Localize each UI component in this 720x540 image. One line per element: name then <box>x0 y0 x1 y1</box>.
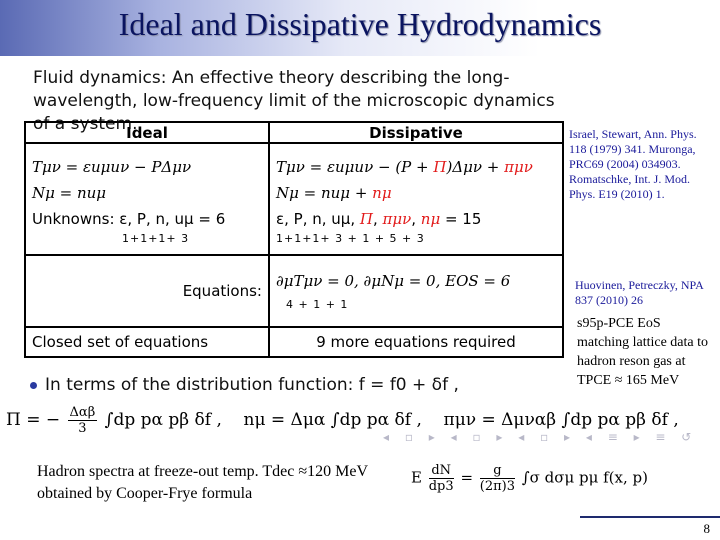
header-dissipative: Dissipative <box>269 122 563 143</box>
more-equations-cell: 9 more equations required <box>269 327 563 357</box>
dissipative-cell <box>269 143 563 255</box>
dissipative-stress-tensor <box>276 154 556 180</box>
bullet-text: In terms of the distribution function: f = f0 + δf , <box>45 375 459 395</box>
bulk-formula-lhs: Π = − <box>6 410 61 430</box>
bullet-dot-icon <box>30 382 37 389</box>
ideal-unknowns-count: 1+1+1+ 3 <box>122 231 190 245</box>
bulk-pressure-term: Π <box>433 157 447 176</box>
closed-set-cell: Closed set of equations <box>25 327 269 357</box>
comparison-table <box>24 121 564 358</box>
cf-coef-numerator: g <box>480 463 515 479</box>
bulk-fraction-denominator: 3 <box>78 421 87 436</box>
bulk-fraction <box>68 405 98 436</box>
cf-rhs: ∫σ dσμ pμ f(x, p) <box>521 468 648 487</box>
equations-cell <box>269 255 563 327</box>
unknown-bulk: Π <box>359 209 373 228</box>
dissipative-unknowns <box>276 206 556 232</box>
cf-coef-denominator: (2π)3 <box>479 479 516 494</box>
cf-lhs-numerator: dN <box>429 463 454 479</box>
dissipative-N-prefix: Nμ = nuμ + <box>276 183 373 202</box>
diffusion-formula: nμ = Δμα ∫dp pα δf , <box>243 410 422 430</box>
slide-nav-icons[interactable]: ◂ ▫ ▸ ◂ ▫ ▸ ◂ ▫ ▸ ◂ ≡ ▸ ≡ ↺ <box>383 430 698 444</box>
intro-text: Fluid dynamics: An effective theory describing the long-wavelength, low-frequency limit of the microscopic dynamics of a system. <box>33 68 555 134</box>
equations-count: 4 + 1 + 1 <box>286 297 349 311</box>
shear-formula: πμν = Δμναβ ∫dp pα pβ δf , <box>443 410 679 430</box>
ideal-cell <box>25 143 269 255</box>
dissipative-current <box>276 180 556 206</box>
dissipative-T-mid: )Δμν + <box>446 157 505 176</box>
dissipative-unknowns-count: 1+1+1+ 3 + 1 + 5 + 3 <box>276 231 425 245</box>
cf-lhs-fraction <box>429 463 454 494</box>
cf-coef-fraction <box>480 463 515 494</box>
page-number: 8 <box>703 521 710 536</box>
reference-huovinen: Huovinen, Petreczky, NPA 837 (2010) 26 <box>575 278 704 307</box>
unknown-suffix: = 15 <box>440 209 482 228</box>
diffusion-term: nμ <box>372 183 392 202</box>
cf-lhs-denominator: dp3 <box>428 479 454 494</box>
unknown-diffusion: nμ <box>420 209 441 228</box>
unknown-sep: , <box>372 209 383 228</box>
header-ideal: Ideal <box>25 122 269 143</box>
hadron-spectra-text <box>37 461 368 505</box>
bulk-fraction-numerator: Δαβ <box>69 405 96 420</box>
equations-label-cell <box>25 255 269 327</box>
ideal-stress-tensor: Tμν = εuμuν − PΔμν <box>32 157 192 176</box>
hadron-line-2: obtained by Cooper-Frye formula <box>37 485 253 502</box>
equations-label: Equations: <box>182 282 262 300</box>
ideal-current: Nμ = nuμ <box>32 183 107 202</box>
cooper-frye-formula <box>411 463 648 494</box>
cf-equals: = <box>460 468 474 487</box>
dissipative-T-prefix: Tμν = εuμuν − (P + <box>276 157 434 176</box>
dissipative-unknowns-prefix: ε, P, n, uμ, <box>276 209 360 228</box>
ideal-unknowns: Unknowns: ε, P, n, uμ = 6 <box>32 209 226 228</box>
unknown-sep2: , <box>411 209 421 228</box>
cf-prefix: E <box>411 468 422 487</box>
distribution-bullet <box>30 375 459 395</box>
conservation-equations: ∂μTμν = 0, ∂μNμ = 0, EOS = 6 <box>276 271 511 290</box>
unknown-shear: πμν <box>382 209 412 228</box>
hadron-line-1: Hadron spectra at freeze-out temp. Tdec ≈120 MeV <box>37 463 369 480</box>
reference-israel-stewart: Israel, Stewart, Ann. Phys. 118 (1979) 341. Muronga, PRC69 (2004) 034903. Romatschke, Int. J. Mod. Phys. E19 (2010) 1. <box>569 127 697 201</box>
shear-tensor-term: πμν <box>504 157 533 176</box>
slide-title: Ideal and Dissipative Hydrodynamics <box>118 6 602 42</box>
bulk-formula-rest: ∫dp pα pβ δf , <box>104 410 222 430</box>
eos-note: s95p-PCE EoS matching lattice data to hadron reson gas at TPCE ≈ 165 MeV <box>577 316 709 388</box>
footer-line <box>580 516 720 518</box>
